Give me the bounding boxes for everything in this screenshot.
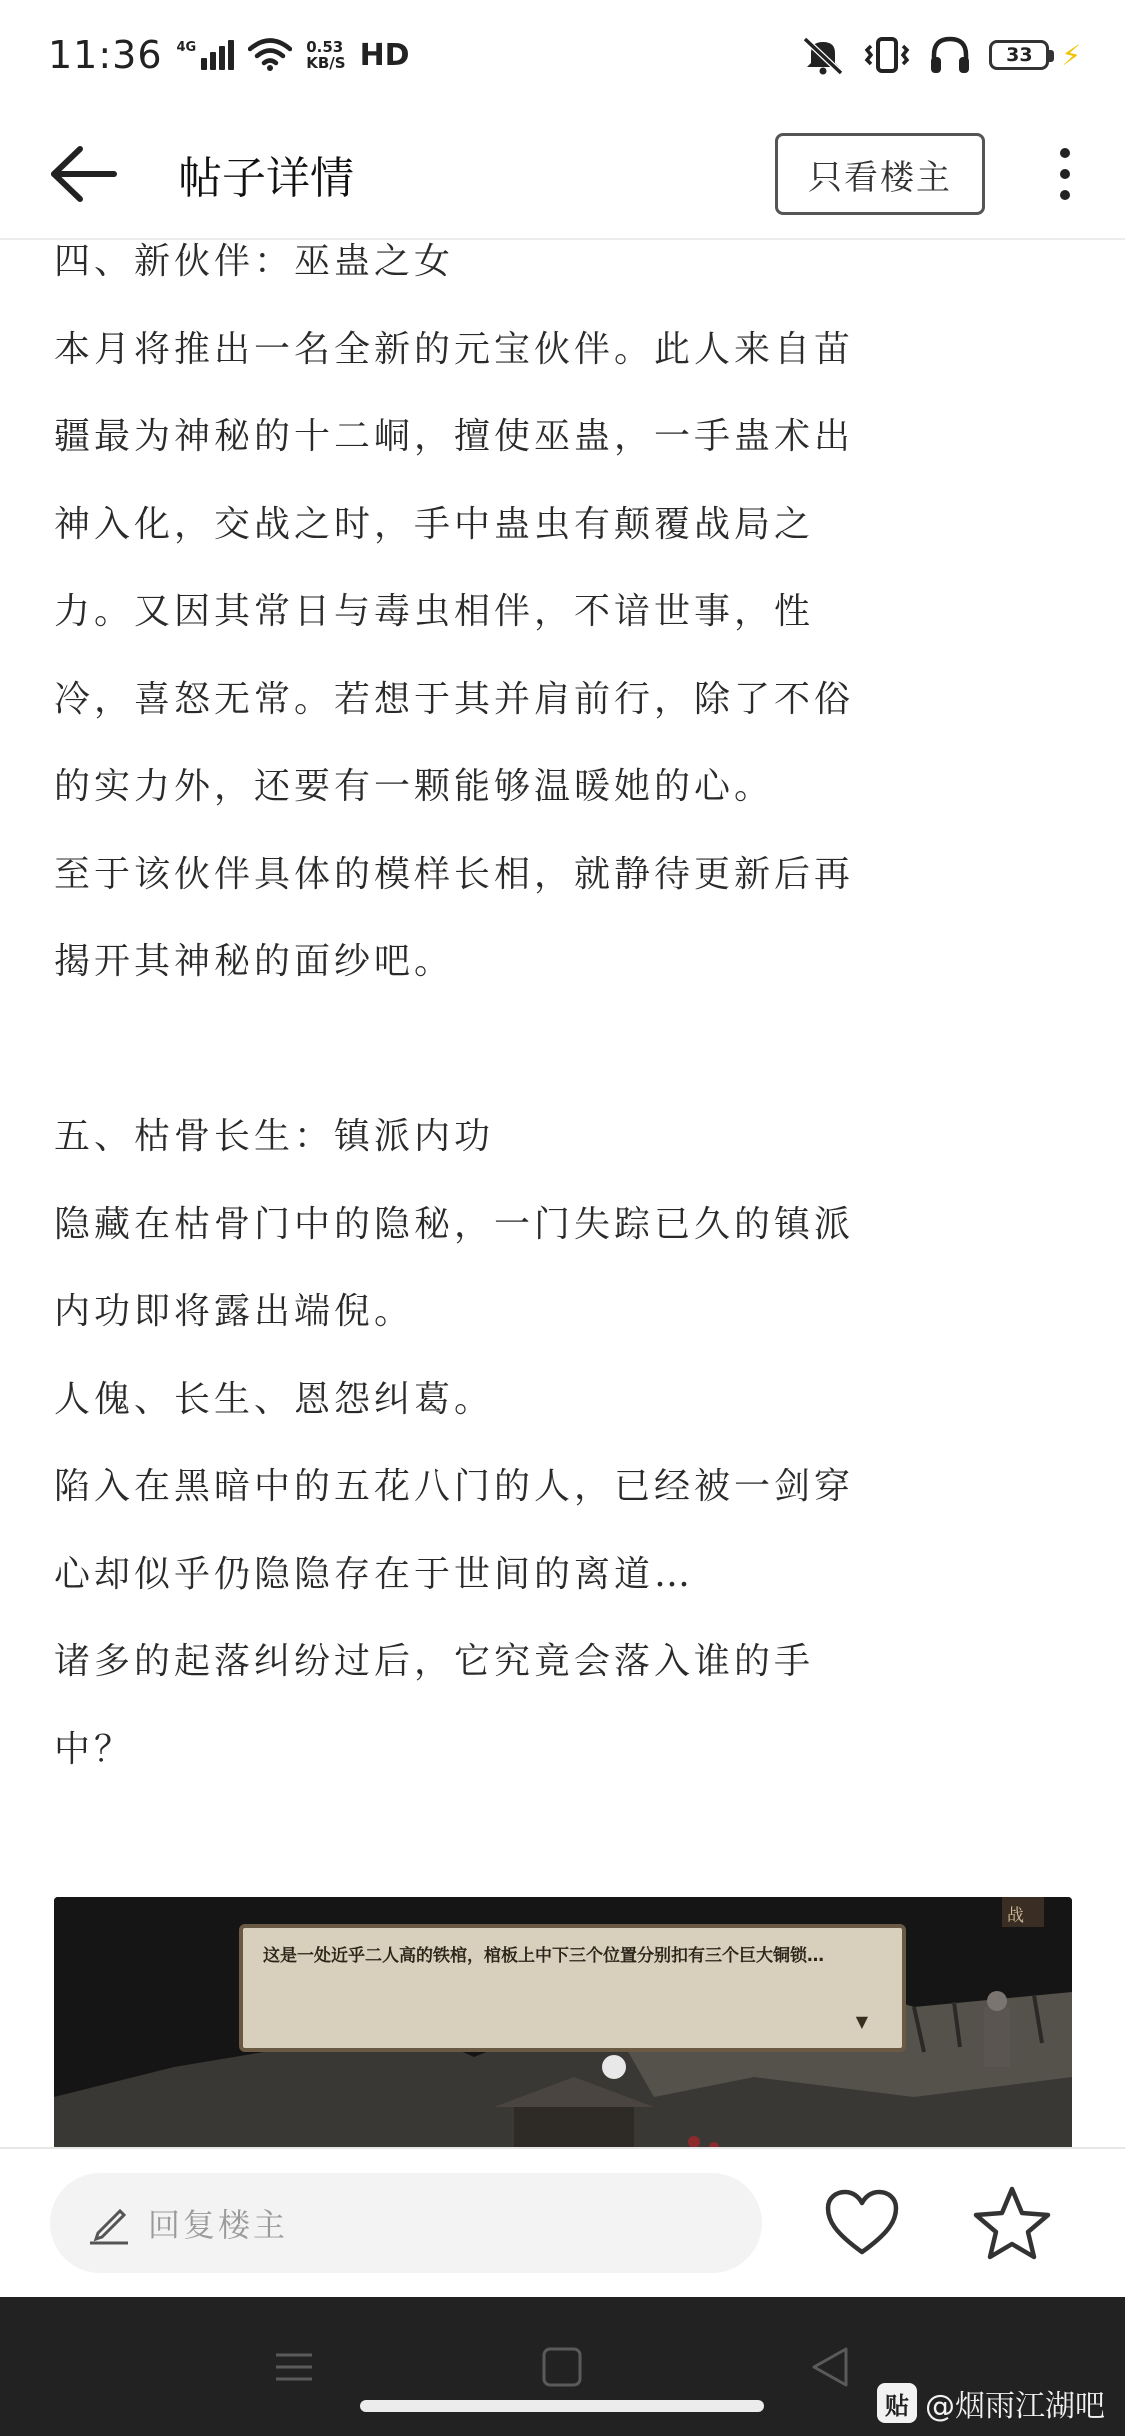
post-content [0, 240, 1125, 2147]
hd-indicator: HD [359, 37, 410, 73]
post-line: 陷入在黑暗中的五花八门的人，已经被一剑穿 [54, 1466, 855, 1507]
system-navigation-bar [0, 2297, 1125, 2436]
post-line: 神入化，交战之时，手中蛊虫有颠覆战局之 [54, 503, 815, 545]
post-image[interactable] [54, 1897, 1072, 2147]
post-line: 疆最为神秘的十二峒，擅使巫蛊，一手蛊术出 [54, 416, 855, 457]
watermark [877, 2381, 1105, 2425]
speed-unit: KB/S [306, 54, 346, 72]
reply-placeholder: 回复楼主 [148, 2206, 289, 2244]
top-app-bar [0, 110, 1125, 240]
game-corner-label: 战 [1007, 1906, 1024, 1926]
network-type: 4G [176, 40, 197, 55]
status-time: 11:36 [48, 33, 163, 77]
post-line: 揭开其神秘的面纱吧。 [54, 941, 455, 982]
favorite-button[interactable] [972, 2183, 1052, 2263]
vibrate-icon [863, 36, 911, 74]
menu-icon [272, 2347, 316, 2387]
more-icon[interactable] [1045, 134, 1085, 214]
post-line: 诸多的起落纠纷过后，它究竟会落入谁的手 [54, 1641, 815, 1682]
heart-icon [824, 2188, 900, 2258]
post-line: 心却似乎仍隐隐存在于世间的离道… [54, 1553, 695, 1595]
back-arrow-icon [48, 144, 118, 204]
post-line: 人傀、长生、恩怨纠葛。 [54, 1378, 495, 1420]
status-bar [0, 0, 1125, 110]
status-left [48, 33, 410, 77]
post-line: 至于该伙伴具体的模样长相，就静待更新后再 [54, 853, 855, 895]
charging-icon: ⚡ [1061, 38, 1081, 72]
watermark-text: @烟雨江湖吧 [925, 2389, 1105, 2424]
post-line: 本月将推出一名全新的元宝伙伴。此人来自苗 [54, 328, 855, 370]
post-line: 冷，喜怒无常。若想于其并肩前行，除了不俗 [54, 678, 855, 720]
battery-level: 33 [1006, 44, 1033, 66]
pen-icon [86, 2201, 130, 2245]
back-button[interactable] [48, 134, 138, 214]
mute-icon [801, 35, 845, 75]
home-indicator[interactable] [360, 2400, 764, 2412]
menu-nav-button[interactable] [264, 2337, 324, 2397]
signal-icon [177, 40, 235, 70]
paragraph-spacer [54, 1006, 1071, 1094]
like-button[interactable] [822, 2183, 902, 2263]
page-title: 帖子详情 [178, 153, 354, 204]
post-line: 内功即将露出端倪。 [54, 1291, 415, 1332]
back-nav-button[interactable] [800, 2337, 860, 2397]
post-line: 中？ [54, 1728, 135, 1770]
game-dialog-box [239, 1924, 906, 2052]
continue-arrow-icon: ▼ [855, 2012, 868, 2031]
home-square-icon [540, 2345, 584, 2389]
wifi-icon [248, 38, 292, 72]
game-dialog-text: 这是一处近乎二人高的铁棺，棺板上中下三个位置分别扣有三个巨大铜锁… [263, 1946, 824, 1966]
back-triangle-icon [808, 2345, 852, 2389]
status-right [801, 35, 1081, 75]
reply-input[interactable] [50, 2173, 762, 2273]
battery-icon [989, 40, 1049, 70]
post-line: 五、枯骨长生：镇派内功 [54, 1116, 495, 1157]
op-only-button[interactable]: 只看楼主 [775, 133, 985, 215]
post-line: 四、新伙伴：巫蛊之女 [54, 241, 455, 282]
post-line: 的实力外，还要有一颗能够温暖她的心。 [54, 766, 775, 807]
network-speed [306, 39, 345, 71]
post-line: 力。又因其常日与毒虫相伴，不谙世事，性 [54, 591, 815, 632]
speed-value: 0.53 [306, 38, 344, 56]
tieba-logo-icon: 贴 [877, 2383, 917, 2423]
home-nav-button[interactable] [532, 2337, 592, 2397]
star-icon [973, 2185, 1051, 2261]
reply-bar [0, 2147, 1125, 2297]
post-line: 隐藏在枯骨门中的隐秘，一门失踪已久的镇派 [54, 1203, 855, 1245]
headphones-icon [929, 35, 971, 75]
